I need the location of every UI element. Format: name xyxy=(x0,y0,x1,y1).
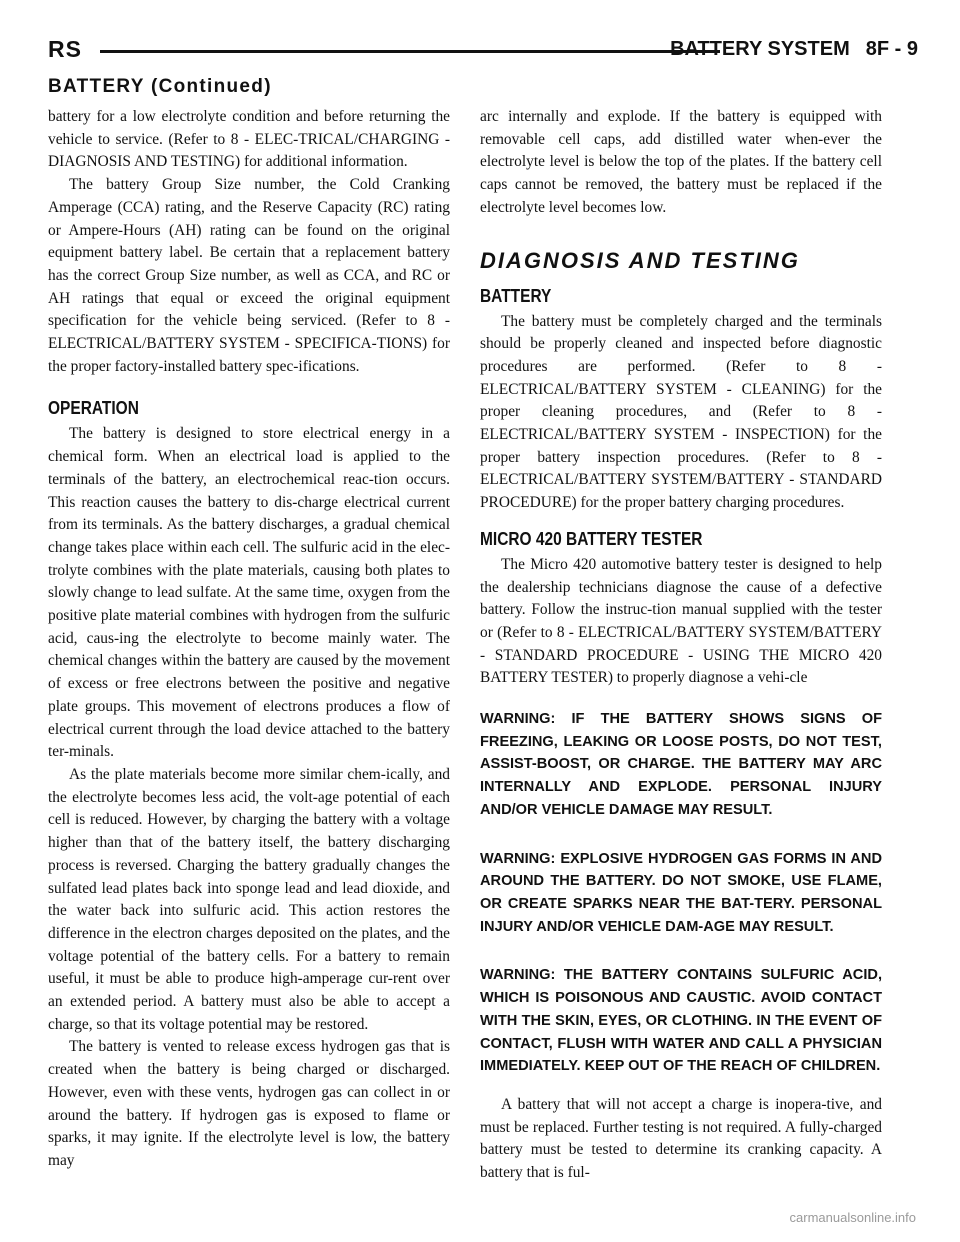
paragraph: The battery Group Size number, the Cold Cranking Amperage (CCA) rating, and the Reserve Capacity (RC) rating or Ampere-Hours (AH) rating can be found on the original equipment battery label. Be certain that a replacement battery has the correct Group Size number, as well as CCA, and RC or AH ratings that equal or exceed the original equipment specification for the vehicle being serviced. (Refer to 8 - ELECTRICAL/BATTERY SYSTEM - SPECIFICA-TIONS) for the proper factory-installed battery spec-ifications. xyxy=(48,176,450,375)
running-header xyxy=(670,38,918,61)
paragraph: arc internally and explode. If the battery is equipped with removable cell caps, add distilled water when-ever the electrolyte level is below the top of the plates. If the battery cell caps cannot be removed, the battery must be replaced if the electrolyte level becomes low. xyxy=(480,108,882,216)
paragraph: battery for a low electrolyte condition and before returning the vehicle to service. (Refer to 8 - ELEC-TRICAL/CHARGING - DIAGNOSIS AND TESTING) for additional information. xyxy=(48,108,450,171)
header-rule xyxy=(100,50,720,53)
paragraph: The Micro 420 automotive battery tester is designed to help the dealership technicians diagnose the cause of a defective battery. Follow the instruc-tion manual supplied with the tester or (Refer to 8 - ELECTRICAL/BATTERY SYSTEM/BATTERY - STANDARD PROCEDURE - USING THE MICRO 420 BATTERY TESTER) to properly diagnose a vehi-cle xyxy=(480,555,882,687)
paragraph: As the plate materials become more similar chem-ically, and the electrolyte becomes less acid, the volt-age potential of each cell is reduced. However, by charging the battery with a voltage higher than that of the battery itself, the battery discharging process is reversed. Charging the battery gradually changes the sulfated lead plates back into sponge lead and lead dioxide, and the water back into sulfuric acid. This action restores the difference in the electron charges deposited on the plates, and the voltage potential of the battery cells. For a battery to remain useful, it must be able to produce high-amperage cur-rent over an extended period. A battery must also be able to accept a charge, so that its voltage potential may be restored. xyxy=(48,765,450,1033)
paragraph: A battery that will not accept a charge is inopera-tive, and must be replaced. Further testing is not required. A fully-charged battery must be tested to determine its cranking capacity. A battery that is ful- xyxy=(480,1095,882,1182)
right-column xyxy=(480,106,882,1185)
operation-heading: OPERATION xyxy=(48,398,139,419)
paragraph: The battery is designed to store electrical energy in a chemical form. When an electrical load is applied to the terminals of the battery, an electrochemical reac-tion occurs. This reaction causes the battery to dis-charge electrical current from its terminals. As the battery discharges, a gradual chemical change takes place within each cell. The sulfuric acid in the elec-trolyte combines with the plate materials, causing both plates to slowly change to lead sulfate. At the same time, oxygen from the positive plate material combines with hydrogen from the sulfuric acid, caus-ing the electrolyte to become mainly water. The chemical changes within the battery are caused by the movement of excess or free electrons between the positive and negative plate groups. This movement of electrons produces a flow of electrical current through the load device attached to the battery ter-minals. xyxy=(48,425,450,761)
battery-heading: BATTERY xyxy=(480,285,552,306)
diagnosis-heading: DIAGNOSIS AND TESTING xyxy=(480,247,800,273)
section-code: RS xyxy=(48,36,82,62)
warning-note: WARNING: THE BATTERY CONTAINS SULFURIC ACID, WHICH IS POISONOUS AND CAUSTIC. AVOID CONTACT WITH THE SKIN, EYES, OR CLOTHING. IN THE EVENT OF CONTACT, FLUSH WITH WATER AND CALL A PHYSICIAN IMMEDIATELY. KEEP OUT OF THE REACH OF CHILDREN. xyxy=(480,967,882,1075)
paragraph: The battery must be completely charged and the terminals should be properly cleaned and inspected before diagnostic procedures are performed. (Refer to 8 - ELECTRICAL/BATTERY SYSTEM - CLEANING) for the proper cleaning procedures, and (Refer to 8 - ELECTRICAL/BATTERY SYSTEM - INSPECTION) for the proper battery inspection procedures. (Refer to 8 - ELECTRICAL/BATTERY SYSTEM/BATTERY - STANDARD PROCEDURE) for the proper battery charging procedures. xyxy=(480,312,882,512)
page-number: 8F - 9 xyxy=(865,38,918,60)
section-title: BATTERY SYSTEM xyxy=(670,38,850,60)
warning-note: WARNING: EXPLOSIVE HYDROGEN GAS FORMS IN AND AROUND THE BATTERY. DO NOT SMOKE, USE FLAME, OR CREATE SPARKS NEAR THE BAT-TERY. PERSONAL INJURY AND/OR VEHICLE DAM-AGE MAY RESULT. xyxy=(480,850,882,935)
left-column xyxy=(48,106,450,1173)
warning-note: WARNING: IF THE BATTERY SHOWS SIGNS OF FREEZING, LEAKING OR LOOSE POSTS, DO NOT TEST, ASSIST-BOOST, OR CHARGE. THE BATTERY MAY ARC INTERNALLY AND EXPLODE. PERSONAL INJURY AND/OR VEHICLE DAMAGE MAY RESULT. xyxy=(480,711,882,818)
paragraph: The battery is vented to release excess hydrogen gas that is created when the battery is being charged or discharged. However, even with these vents, hydrogen gas can collect in or around the battery. If hydrogen gas is exposed to flame or sparks, it may ignite. If the electrolyte level is low, the battery may xyxy=(48,1038,450,1169)
micro-tester-heading: MICRO 420 BATTERY TESTER xyxy=(480,528,703,549)
continued-heading: BATTERY (Continued) xyxy=(48,76,272,97)
watermark: carmanualsonline.info xyxy=(789,1210,916,1225)
